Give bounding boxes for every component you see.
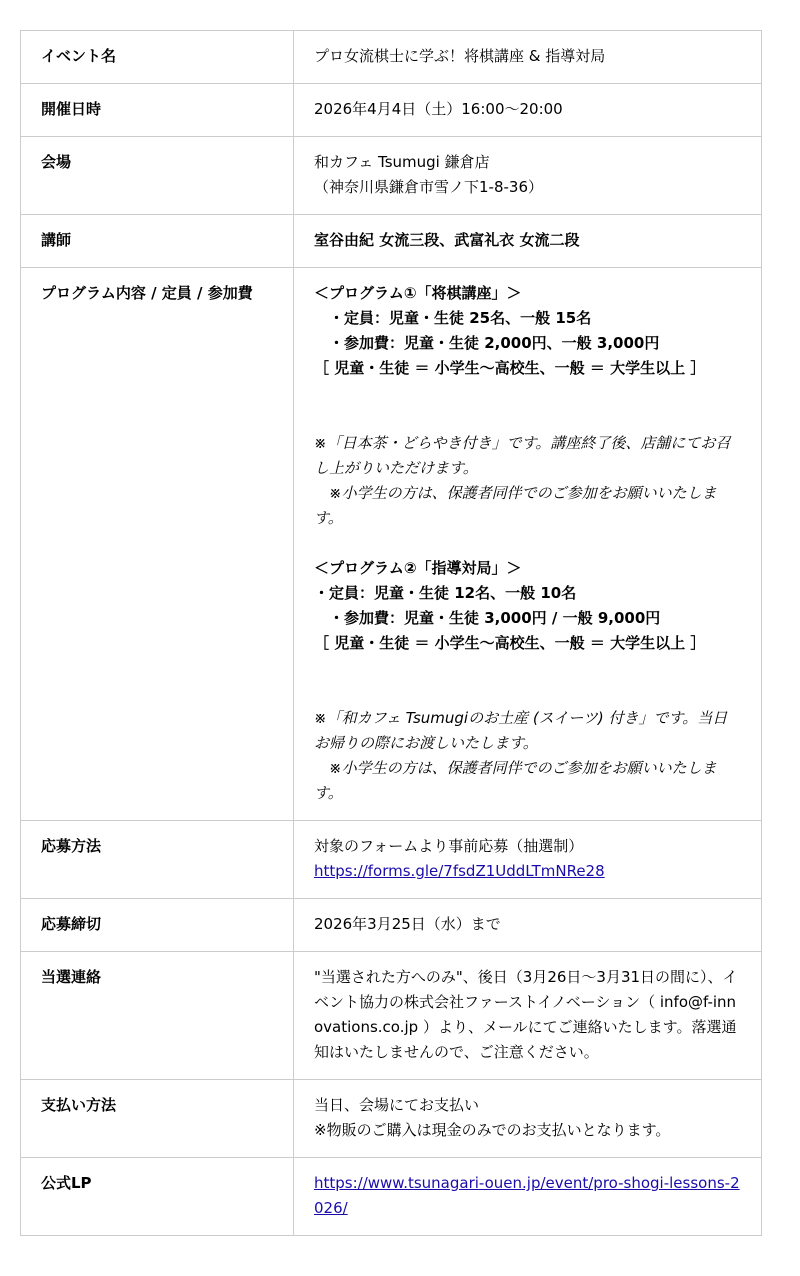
row-value-instructor: 室谷由紀 女流三段、武富礼衣 女流二段 (294, 215, 762, 268)
row-value-venue (294, 137, 762, 215)
venue-address: （神奈川県鎌倉市雪ノ下1-8-36） (314, 178, 544, 196)
table-row-apply-method (21, 821, 762, 899)
table-row-venue (21, 137, 762, 215)
row-label-official-lp: 公式LP (21, 1158, 294, 1236)
row-value-apply-method (294, 821, 762, 899)
row-value-event-name: プロ女流棋士に学ぶ！将棋講座 & 指導対局 (294, 31, 762, 84)
official-lp-link[interactable]: https://www.tsunagari-ouen.jp/event/pro-shogi-lessons-2026/ (314, 1174, 740, 1217)
event-info-container (20, 30, 762, 1236)
table-row-program (21, 268, 762, 821)
program2-title: ＜プログラム②「指導対局」＞ (314, 559, 522, 577)
program1-fee: ・参加費：児童・生徒 2,000円、一般 3,000円 (314, 334, 660, 352)
row-value-program (294, 268, 762, 821)
program2-remark-children: ※小学生の方は、保護者同伴でのご参加をお願いいたします。 (314, 759, 717, 802)
row-label-date: 開催日時 (21, 84, 294, 137)
venue-name: 和カフェ Tsumugi 鎌倉店 (314, 153, 490, 171)
apply-method-text: 対象のフォームより事前応募（抽選制） (314, 837, 584, 855)
row-value-payment (294, 1080, 762, 1158)
payment-method: 当日、会場にてお支払い (314, 1096, 480, 1114)
spacer (314, 406, 741, 431)
row-label-program: プログラム内容 / 定員 / 参加費 (21, 268, 294, 821)
spacer (314, 531, 741, 556)
row-value-deadline: 2026年3月25日（水）まで (294, 899, 762, 952)
table-row-event-name (21, 31, 762, 84)
payment-note: ※物販のご購入は現金のみでのお支払いとなります。 (314, 1121, 671, 1139)
row-label-instructor: 講師 (21, 215, 294, 268)
table-row-deadline (21, 899, 762, 952)
row-label-apply-method: 応募方法 (21, 821, 294, 899)
program1-remark: ※「日本茶・どらやき付き」です。講座終了後、店舗にてお召し上がりいただけます。 (314, 434, 731, 477)
apply-form-link[interactable]: https://forms.gle/7fsdZ1UddLTmNRe28 (314, 862, 605, 880)
row-value-official-lp (294, 1158, 762, 1236)
table-row-payment (21, 1080, 762, 1158)
row-label-event-name: イベント名 (21, 31, 294, 84)
table-row-official-lp (21, 1158, 762, 1236)
table-row-date (21, 84, 762, 137)
row-label-payment: 支払い方法 (21, 1080, 294, 1158)
spacer (314, 656, 741, 681)
table-row-notify (21, 952, 762, 1080)
program2-note: ［ 児童・生徒 ＝ 小学生〜高校生、一般 ＝ 大学生以上 ］ (314, 634, 706, 652)
table-row-instructor (21, 215, 762, 268)
program1-title: ＜プログラム①「将棋講座」＞ (314, 284, 522, 302)
row-value-date: 2026年4月4日（土）16:00〜20:00 (294, 84, 762, 137)
row-value-notify: "当選された方へのみ"、後日（3月26日〜3月31日の間に）、イベント協力の株式会社ファーストイノベーション（ info@f-innovations.co.jp ）より、メールにてご連絡いたします。落選通知はいたしませんので、ご注意ください。 (294, 952, 762, 1080)
row-label-notify: 当選連絡 (21, 952, 294, 1080)
program1-remark-children: ※小学生の方は、保護者同伴でのご参加をお願いいたします。 (314, 484, 717, 527)
row-label-venue: 会場 (21, 137, 294, 215)
program1-note: ［ 児童・生徒 ＝ 小学生〜高校生、一般 ＝ 大学生以上 ］ (314, 359, 706, 377)
program1-capacity: ・定員：児童・生徒 25名、一般 15名 (314, 309, 592, 327)
program2-remark: ※「和カフェ Tsumugiのお土産 (スイーツ) 付き」です。当日お帰りの際にお渡しいたします。 (314, 709, 728, 752)
spacer (314, 381, 741, 406)
row-label-deadline: 応募締切 (21, 899, 294, 952)
event-info-table (20, 30, 762, 1236)
spacer (314, 681, 741, 706)
program2-fee: ・参加費：児童・生徒 3,000円 / 一般 9,000円 (314, 609, 661, 627)
program2-capacity: ・定員：児童・生徒 12名、一般 10名 (314, 584, 577, 602)
